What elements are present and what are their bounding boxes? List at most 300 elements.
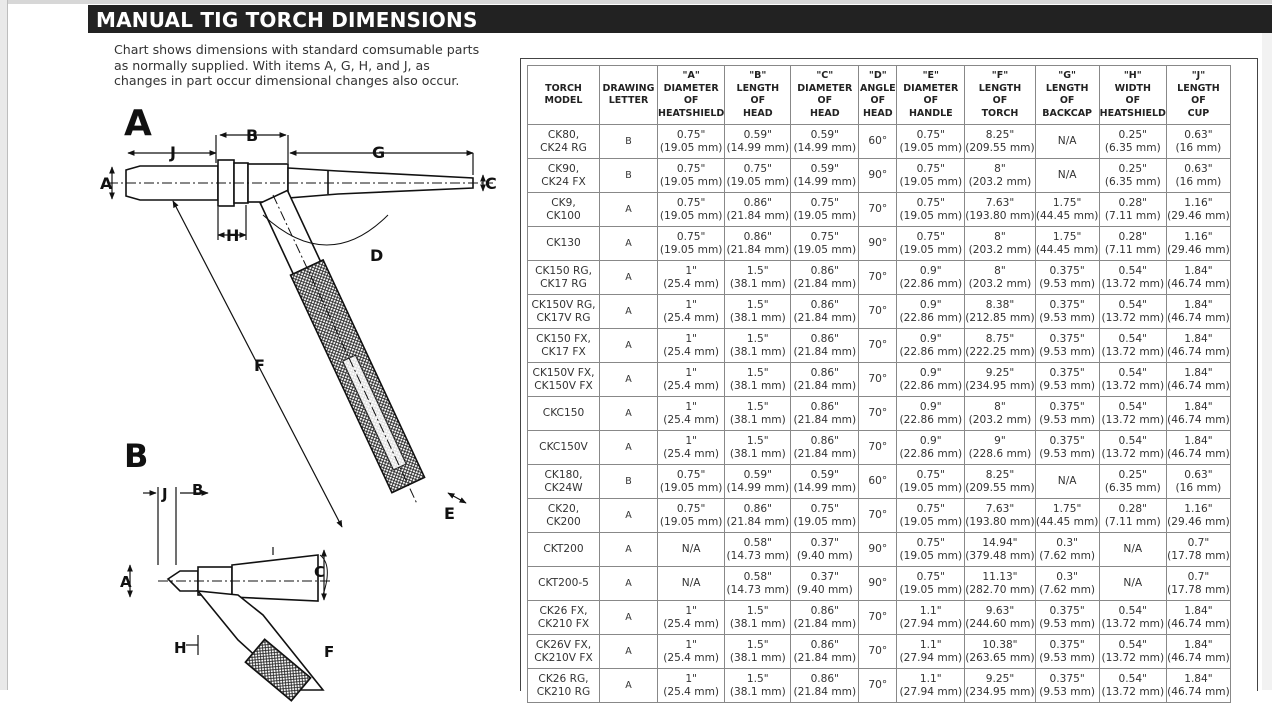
cell-line: 11.13" <box>982 570 1018 583</box>
cell-line: 0.54" <box>1118 434 1148 447</box>
cell-line: 70° <box>868 271 888 283</box>
cell-line: (22.86 mm) <box>899 447 963 460</box>
cell-line: 1.5" <box>746 638 769 651</box>
table-cell <box>859 431 897 465</box>
table-cell <box>859 125 897 159</box>
cell-line: 10.38" <box>982 638 1018 651</box>
table-cell <box>600 669 658 703</box>
column-header-line: HEATSHIELD <box>1099 107 1166 119</box>
table-cell <box>1099 431 1166 465</box>
table-cell <box>1166 125 1230 159</box>
table-cell <box>791 363 859 397</box>
cell-line: (19.05 mm) <box>659 209 723 222</box>
cell-line: 0.375" <box>1049 332 1085 345</box>
cell-line: 0.375" <box>1049 638 1085 651</box>
column-header-line: "A" <box>682 70 700 81</box>
cell-line: (14.99 mm) <box>726 481 790 494</box>
table-cell <box>1099 533 1166 567</box>
cell-line: (9.53 mm) <box>1039 379 1096 392</box>
cell-line: B <box>625 170 632 181</box>
table-cell <box>600 261 658 295</box>
column-header <box>528 66 600 125</box>
table-cell <box>1035 295 1099 329</box>
column-header <box>965 66 1035 125</box>
table-cell <box>859 227 897 261</box>
table-cell <box>897 295 965 329</box>
table-cell <box>1035 567 1099 601</box>
cell-line: (38.1 mm) <box>729 379 786 392</box>
cell-line: (203.2 mm) <box>968 413 1032 426</box>
cell-line: A <box>625 204 632 215</box>
cell-line: (7.62 mm) <box>1039 549 1096 562</box>
cell-line: (209.55 mm) <box>965 481 1035 494</box>
cell-line: 0.54" <box>1118 400 1148 413</box>
column-header <box>1166 66 1230 125</box>
table-cell <box>965 567 1035 601</box>
cell-line: 1.75" <box>1052 196 1082 209</box>
page-top-edge <box>0 0 1272 4</box>
torch-model-cell <box>528 669 600 703</box>
cell-line: (19.05 mm) <box>899 515 963 528</box>
cell-line: (17.78 mm) <box>1167 583 1230 596</box>
cell-line: 0.75" <box>916 162 946 175</box>
cell-line: 0.75" <box>810 230 840 243</box>
viewer-left-edge <box>0 0 8 690</box>
cell-line: 1.5" <box>746 264 769 277</box>
cell-line: 0.54" <box>1118 638 1148 651</box>
cell-line: 1.84" <box>1184 366 1213 379</box>
cell-line: (19.05 mm) <box>899 209 963 222</box>
cell-line: 0.75" <box>916 196 946 209</box>
cell-line: CK24W <box>544 481 583 494</box>
cell-line: 1.75" <box>1052 230 1082 243</box>
dim-c-label-b: C <box>314 563 326 581</box>
cell-line: (19.05 mm) <box>793 515 857 528</box>
column-header-line: WIDTH <box>1114 82 1151 94</box>
cell-line: 0.9" <box>919 332 942 345</box>
cell-line: (19.05 mm) <box>659 141 723 154</box>
cell-line: CK210 FX <box>537 617 590 630</box>
cell-line: (22.86 mm) <box>899 277 963 290</box>
column-header-line: DIAMETER <box>663 82 719 94</box>
table-cell <box>1035 465 1099 499</box>
column-header-line: BACKCAP <box>1042 107 1093 119</box>
cell-line: 0.86" <box>810 604 840 617</box>
dim-f-label-b: F <box>324 643 335 661</box>
torch-model-cell <box>528 159 600 193</box>
table-cell <box>965 125 1035 159</box>
cell-line: (228.6 mm) <box>968 447 1032 460</box>
cell-line: 1.84" <box>1184 400 1213 413</box>
table-cell <box>1099 601 1166 635</box>
column-header-line: OF <box>1125 95 1141 106</box>
cell-line: CK180, <box>544 468 583 481</box>
cell-line: (22.86 mm) <box>899 345 963 358</box>
cell-line: (7.11 mm) <box>1104 515 1161 528</box>
cell-line: (19.05 mm) <box>899 481 963 494</box>
torch-model-cell <box>528 431 600 465</box>
table-cell <box>725 295 791 329</box>
cell-line: 8" <box>994 230 1006 243</box>
cell-line: (19.05 mm) <box>899 549 963 562</box>
cell-line: (9.53 mm) <box>1039 685 1096 698</box>
column-header-line: OF <box>1059 95 1075 106</box>
cell-line: (46.74 mm) <box>1167 685 1230 698</box>
table-cell <box>658 465 725 499</box>
cell-line: (21.84 mm) <box>793 651 857 664</box>
cell-line: 1.84" <box>1184 604 1213 617</box>
cell-line: CK26 FX, <box>539 604 588 617</box>
table-cell <box>600 227 658 261</box>
table-cell <box>658 159 725 193</box>
cell-line: A <box>625 544 632 555</box>
cell-line: (25.4 mm) <box>663 277 720 290</box>
cell-line: CK20, <box>547 502 580 515</box>
cell-line: CK26 RG, <box>538 672 589 685</box>
table-cell <box>897 261 965 295</box>
table-cell <box>725 261 791 295</box>
torch-model-cell <box>528 295 600 329</box>
dim-f-label: F <box>254 356 265 375</box>
cell-line: 90° <box>868 169 888 181</box>
cell-line: (19.05 mm) <box>899 243 963 256</box>
cell-line: 0.3" <box>1056 536 1078 549</box>
cell-line: (203.2 mm) <box>968 277 1032 290</box>
cell-line: 8.25" <box>985 128 1015 141</box>
table-cell <box>1166 261 1230 295</box>
table-row <box>528 363 1231 397</box>
dim-b-label: B <box>246 126 259 145</box>
table-cell <box>859 159 897 193</box>
cell-line: B <box>625 476 632 487</box>
table-cell <box>1166 159 1230 193</box>
table-cell <box>1166 295 1230 329</box>
cell-line: 0.375" <box>1049 434 1085 447</box>
cell-line: CK17V RG <box>536 311 591 324</box>
cell-line: (46.74 mm) <box>1167 345 1230 358</box>
table-cell <box>1035 431 1099 465</box>
table-cell <box>725 397 791 431</box>
table-cell <box>965 363 1035 397</box>
cell-line: (14.99 mm) <box>793 175 857 188</box>
table-cell <box>859 533 897 567</box>
cell-line: 1.5" <box>746 434 769 447</box>
column-header-line: "B" <box>749 70 767 81</box>
column-header-line: DIAMETER <box>797 82 853 94</box>
column-header <box>658 66 725 125</box>
cell-line: (19.05 mm) <box>899 141 963 154</box>
cell-line: (21.84 mm) <box>726 515 790 528</box>
cell-line: A <box>625 646 632 657</box>
cell-line: (29.46 mm) <box>1167 209 1230 222</box>
cell-line: CK150V RG, <box>531 298 596 311</box>
cell-line: (38.1 mm) <box>729 447 786 460</box>
column-header-line: TORCH <box>545 82 582 94</box>
table-cell <box>791 329 859 363</box>
cell-line: (9.53 mm) <box>1039 277 1096 290</box>
cell-line: (44.45 mm) <box>1035 243 1099 256</box>
dim-a-label-b: A <box>120 573 132 591</box>
table-cell <box>965 499 1035 533</box>
table-cell <box>600 533 658 567</box>
table-cell <box>600 329 658 363</box>
cell-line: (209.55 mm) <box>965 141 1035 154</box>
table-cell <box>859 295 897 329</box>
cell-line: N/A <box>1123 543 1143 555</box>
dim-j-label-b: J <box>162 485 168 503</box>
cell-line: 9.25" <box>985 366 1015 379</box>
table-cell <box>658 363 725 397</box>
cell-line: (38.1 mm) <box>729 345 786 358</box>
cell-line: (38.1 mm) <box>729 277 786 290</box>
table-cell <box>897 669 965 703</box>
table-cell <box>859 601 897 635</box>
cell-line: 1.5" <box>746 400 769 413</box>
table-cell <box>791 533 859 567</box>
table-cell <box>725 193 791 227</box>
table-cell <box>658 227 725 261</box>
cell-line: 1.1" <box>919 638 942 651</box>
intro-line: changes in part occur dimensional changes also occur. <box>114 73 460 88</box>
cell-line: 1.5" <box>746 672 769 685</box>
cell-line: (38.1 mm) <box>729 617 786 630</box>
table-cell <box>1166 635 1230 669</box>
table-cell <box>1099 329 1166 363</box>
table-cell <box>1035 533 1099 567</box>
table-row <box>528 295 1231 329</box>
dim-h-label-b: H <box>174 639 187 657</box>
table-row <box>528 601 1231 635</box>
cell-line: (13.72 mm) <box>1101 413 1165 426</box>
cell-line: 7.63" <box>985 502 1015 515</box>
table-cell <box>725 363 791 397</box>
cell-line: (21.84 mm) <box>793 617 857 630</box>
dimensions-table-frame <box>520 58 1258 698</box>
cell-line: 0.75" <box>810 502 840 515</box>
table-cell <box>965 397 1035 431</box>
table-cell <box>725 567 791 601</box>
column-header-line: TORCH <box>981 107 1019 119</box>
cell-line: (25.4 mm) <box>663 685 720 698</box>
column-header-line: "E" <box>922 70 939 81</box>
table-cell <box>965 669 1035 703</box>
column-header <box>1035 66 1099 125</box>
table-cell <box>791 227 859 261</box>
cell-line: CK90, <box>547 162 580 175</box>
column-header-line: LENGTH <box>1177 82 1220 94</box>
cell-line: N/A <box>681 543 701 555</box>
cell-line: 0.63" <box>1184 162 1213 175</box>
column-header-line: LENGTH <box>1045 82 1089 94</box>
cell-line: 0.86" <box>810 672 840 685</box>
table-cell <box>1166 193 1230 227</box>
cell-line: (9.53 mm) <box>1039 651 1096 664</box>
table-cell <box>1099 465 1166 499</box>
cell-line: (193.80 mm) <box>965 209 1035 222</box>
cell-line: (263.65 mm) <box>965 651 1035 664</box>
cell-line: 0.63" <box>1184 128 1213 141</box>
table-cell <box>725 329 791 363</box>
cell-line: 0.86" <box>810 264 840 277</box>
table-cell <box>1035 397 1099 431</box>
cell-line: (38.1 mm) <box>729 311 786 324</box>
table-cell <box>859 669 897 703</box>
cell-line: (46.74 mm) <box>1167 617 1230 630</box>
table-cell <box>1099 635 1166 669</box>
cell-line: 1.1" <box>919 672 942 685</box>
dim-e-label: E <box>444 504 455 523</box>
table-cell <box>791 397 859 431</box>
table-cell <box>1035 125 1099 159</box>
cell-line: 0.86" <box>743 502 773 515</box>
cell-line: 0.28" <box>1118 196 1148 209</box>
cell-line: CK80, <box>547 128 580 141</box>
cell-line: (6.35 mm) <box>1104 175 1161 188</box>
cell-line: (282.70 mm) <box>965 583 1035 596</box>
cell-line: (13.72 mm) <box>1101 685 1165 698</box>
cell-line: (9.40 mm) <box>796 549 853 562</box>
column-header-line: MODEL <box>544 95 583 106</box>
column-header-line: "D" <box>868 70 887 81</box>
table-cell <box>1099 397 1166 431</box>
table-cell <box>897 193 965 227</box>
cell-line: 0.54" <box>1118 604 1148 617</box>
cell-line: (44.45 mm) <box>1035 209 1099 222</box>
torch-model-cell <box>528 227 600 261</box>
cell-line: (6.35 mm) <box>1104 141 1161 154</box>
table-cell <box>897 533 965 567</box>
cell-line: 1.16" <box>1184 230 1213 243</box>
column-header <box>1099 66 1166 125</box>
column-header-line: OF <box>683 95 699 106</box>
table-cell <box>859 499 897 533</box>
torch-model-cell <box>528 329 600 363</box>
cell-line: 1.84" <box>1184 298 1213 311</box>
cell-line: (14.73 mm) <box>726 583 790 596</box>
cell-line: 0.59" <box>743 468 773 481</box>
column-header-line: "J" <box>1191 70 1206 81</box>
cell-line: CK210 RG <box>536 685 591 698</box>
cell-line: 0.25" <box>1118 468 1148 481</box>
column-header-line: ANGLE <box>859 82 896 94</box>
cell-line: 1" <box>685 298 697 311</box>
cell-line: (203.2 mm) <box>968 175 1032 188</box>
cell-line: (25.4 mm) <box>663 345 720 358</box>
table-cell <box>897 465 965 499</box>
table-cell <box>1099 261 1166 295</box>
table-cell <box>1166 329 1230 363</box>
cell-line: 0.375" <box>1049 298 1085 311</box>
table-cell <box>791 295 859 329</box>
cell-line: 0.75" <box>676 162 706 175</box>
table-cell <box>725 669 791 703</box>
torch-model-cell <box>528 601 600 635</box>
cell-line: 8" <box>994 162 1006 175</box>
cell-line: 70° <box>868 339 888 351</box>
cell-line: (9.53 mm) <box>1039 447 1096 460</box>
torch-model-cell <box>528 567 600 601</box>
cell-line: 0.86" <box>810 434 840 447</box>
table-cell <box>658 431 725 465</box>
cell-line: 1.16" <box>1184 196 1213 209</box>
cell-line: CK210V FX <box>534 651 593 664</box>
cell-line: 0.54" <box>1118 332 1148 345</box>
cell-line: 0.54" <box>1118 298 1148 311</box>
cell-line: (234.95 mm) <box>965 685 1035 698</box>
column-header-line: HEATSHIELD <box>658 107 725 119</box>
cell-line: 0.75" <box>916 230 946 243</box>
cell-line: (21.84 mm) <box>793 379 857 392</box>
cell-line: (222.25 mm) <box>965 345 1035 358</box>
column-header-line: LENGTH <box>978 82 1022 94</box>
cell-line: (16 mm) <box>1175 141 1222 154</box>
cell-line: 0.86" <box>743 230 773 243</box>
table-cell <box>1099 295 1166 329</box>
torch-model-cell <box>528 465 600 499</box>
cell-line: (379.48 mm) <box>965 549 1035 562</box>
column-header-line: LENGTH <box>736 82 780 94</box>
cell-line: N/A <box>1057 135 1077 147</box>
cell-line: (14.99 mm) <box>793 481 857 494</box>
table-cell <box>725 601 791 635</box>
cell-line: 0.75" <box>676 468 706 481</box>
cell-line: (29.46 mm) <box>1167 243 1230 256</box>
column-header-line: OF <box>992 95 1008 106</box>
cell-line: 9" <box>994 434 1006 447</box>
cell-line: 0.75" <box>676 128 706 141</box>
cell-line: (244.60 mm) <box>965 617 1035 630</box>
cell-line: A <box>625 680 632 691</box>
table-cell <box>791 601 859 635</box>
table-cell <box>791 465 859 499</box>
cell-line: 0.75" <box>676 196 706 209</box>
table-cell <box>965 465 1035 499</box>
cell-line: 0.25" <box>1118 128 1148 141</box>
cell-line: CK150V FX, <box>532 366 595 379</box>
column-header-line: HEAD <box>742 107 773 119</box>
cell-line: 1" <box>685 604 697 617</box>
cell-line: (7.11 mm) <box>1104 243 1161 256</box>
cell-line: (13.72 mm) <box>1101 379 1165 392</box>
cell-line: 8.25" <box>985 468 1015 481</box>
cell-line: (29.46 mm) <box>1167 515 1230 528</box>
cell-line: (14.73 mm) <box>726 549 790 562</box>
table-row <box>528 125 1231 159</box>
table-cell <box>1166 363 1230 397</box>
cell-line: 0.3" <box>1056 570 1078 583</box>
cell-line: (9.53 mm) <box>1039 345 1096 358</box>
dim-b-label-b: B <box>192 481 204 499</box>
table-cell <box>791 635 859 669</box>
table-cell <box>897 635 965 669</box>
cell-line: (7.62 mm) <box>1039 583 1096 596</box>
cell-line: A <box>625 442 632 453</box>
column-header <box>897 66 965 125</box>
table-cell <box>859 363 897 397</box>
cell-line: (13.72 mm) <box>1101 345 1165 358</box>
table-cell <box>965 329 1035 363</box>
cell-line: CK17 RG <box>540 277 587 290</box>
table-cell <box>897 499 965 533</box>
table-cell <box>1035 363 1099 397</box>
table-cell <box>965 431 1035 465</box>
cell-line: 0.9" <box>919 264 942 277</box>
drawing-b-label: B <box>124 437 149 475</box>
column-header-line: OF <box>870 95 886 106</box>
cell-line: (22.86 mm) <box>899 413 963 426</box>
table-cell <box>658 533 725 567</box>
table-header-row <box>528 66 1231 125</box>
